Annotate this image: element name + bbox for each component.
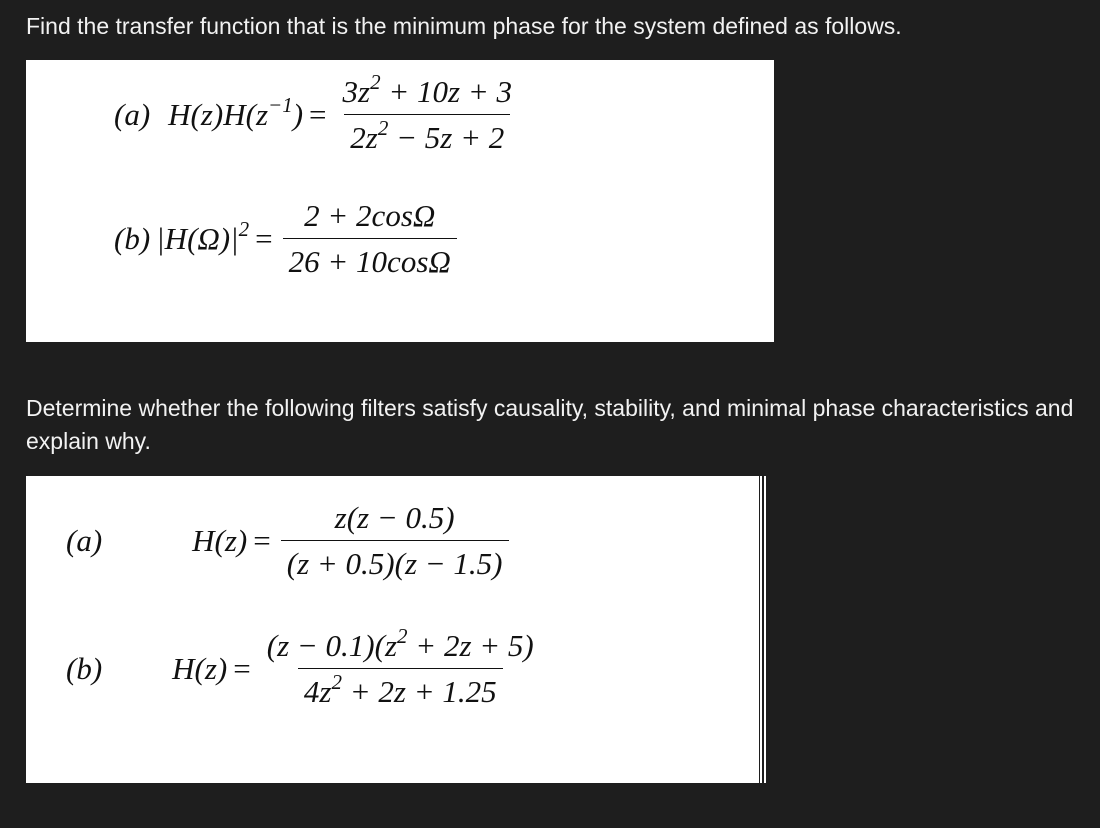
fraction: [281, 500, 509, 582]
equation-panel-1: [26, 60, 774, 342]
question-2-prompt: Determine whether the following filters satisfy causality, stability, and minimal phase characteristics and explain why.: [26, 395, 1074, 454]
equation-lhs: H(z): [172, 651, 228, 686]
equation-lhs: $H(z)H(z^{-1})$: [168, 93, 304, 132]
denominator: (z + 0.5)(z − 1.5): [281, 540, 509, 582]
fraction: [337, 70, 518, 156]
denominator: $2z^2 - 5z + 2$: [344, 114, 510, 156]
equation-label: (b): [114, 221, 151, 256]
equation-lhs: H(z): [192, 523, 248, 558]
numerator: $3z^2 + 10z + 3$: [342, 70, 512, 109]
denominator: 26 + 10cosΩ: [283, 238, 457, 280]
fraction: [283, 198, 457, 280]
equation-label: (a): [66, 523, 103, 558]
numerator: $(z - 0.1)(z^2 + 2z + 5)$: [266, 624, 534, 663]
equation-label: (b): [66, 651, 103, 686]
equation-2a: [66, 500, 509, 582]
fraction: [261, 624, 540, 710]
question-1-prompt: Find the transfer function that is the minimum phase for the system defined as follows.: [26, 13, 902, 39]
equation-panel-2: [26, 476, 759, 783]
numerator: z(z − 0.5): [334, 500, 455, 535]
equals-sign: =: [255, 221, 273, 256]
panel-edge-line: [760, 476, 762, 783]
equation-label: (a): [114, 97, 151, 132]
equation-1b: [114, 198, 457, 280]
denominator: $4z^2 + 2z + 1.25$: [298, 668, 503, 710]
numerator: 2 + 2cosΩ: [304, 198, 436, 233]
equation-1a: [114, 70, 518, 156]
panel-edge-line: [764, 476, 766, 783]
equation-lhs: $|H(\Omega)|^2$: [156, 217, 250, 256]
equals-sign: =: [253, 523, 271, 558]
equals-sign: =: [309, 97, 327, 132]
equation-2b: [66, 624, 540, 710]
equals-sign: =: [233, 651, 251, 686]
